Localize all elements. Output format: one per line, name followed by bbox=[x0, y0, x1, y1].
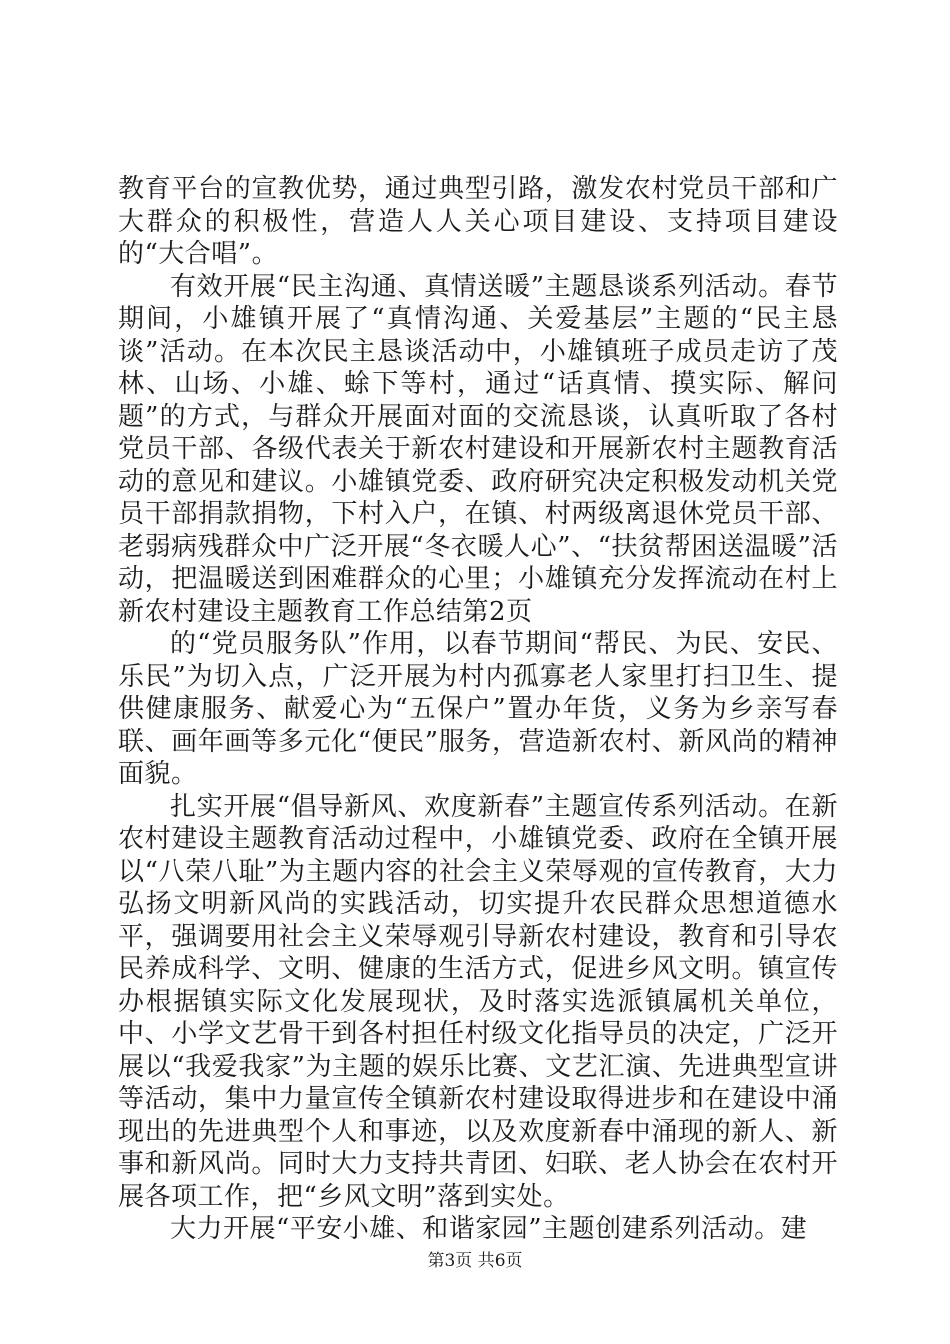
paragraph-2: 有效开展“民主沟通、真情送暖”主题恳谈系列活动。春节期间，小雄镇开展了“真情沟通、关爱基层”主题的“民主恳谈”活动。在本次民主恳谈活动中，小雄镇班子成员走访了茂林、山场、小雄、蜍下等村，通过“话真情、摸实际、解问题”的方式，与群众开展面对面的交流恳谈，认真听取了各村党员干部、各级代表关于新农村建设和开展新农村主题教育活动的意见和建议。小雄镇党委、政府研究决定积极发动机关党员干部捐款捐物，下村入户，在镇、村两级离退休党员干部、老弱病残群众中广泛开展“冬衣暖人心”、“扶贫帮困送温暖”活动，把温暖送到困难群众的心里；小雄镇充分发挥流动在村上新农村建设主题教育工作总结第2页 bbox=[118, 271, 838, 627]
paragraph-4: 扎实开展“倡导新风、欢度新春”主题宣传系列活动。在新农村建设主题教育活动过程中，小雄镇党委、政府在全镇开展以“八荣八耻”为主题内容的社会主义荣辱观的宣传教育，大力弘扬文明新风尚的实践活动，切实提升农民群众思想道德水平，强调要用社会主义荣辱观引导新农村建设，教育和引导农民养成科学、文明、健康的生活方式，促进乡风文明。镇宣传办根据镇实际文化发展现状，及时落实选派镇属机关单位，中、小学文艺骨干到各村担任村级文化指导员的决定，广泛开展以“我爱我家”为主题的娱乐比赛、文艺汇演、先进典型宣讲等活动，集中力量宣传全镇新农村建设取得进步和在建设中涌现出的先进典型个人和事迹，以及欢度新春中涌现的新人、新事和新风尚。同时大力支持共青团、妇联、老人协会在农村开展各项工作，把“乡风文明”落到实处。 bbox=[118, 791, 838, 1212]
paragraph-3: 的“党员服务队”作用，以春节期间“帮民、为民、安民、乐民”为切入点，广泛开展为村内孤寡老人家里打扫卫生、提供健康服务、献爱心为“五保户”置办年货，义务为乡亲写春联、画年画等多元化“便民”服务，营造新农村、新风尚的精神面貌。 bbox=[118, 629, 838, 789]
document-body bbox=[118, 173, 838, 1246]
page-footer: 第3页 共6页 bbox=[427, 1251, 523, 1271]
paragraph-5: 大力开展“平安小雄、和谐家园”主题创建系列活动。建 bbox=[170, 1214, 808, 1244]
paragraph-1: 教育平台的宣教优势，通过典型引路，激发农村党员干部和广大群众的积极性，营造人人关心项目建设、支持项目建设的“大合唱”。 bbox=[118, 174, 838, 269]
